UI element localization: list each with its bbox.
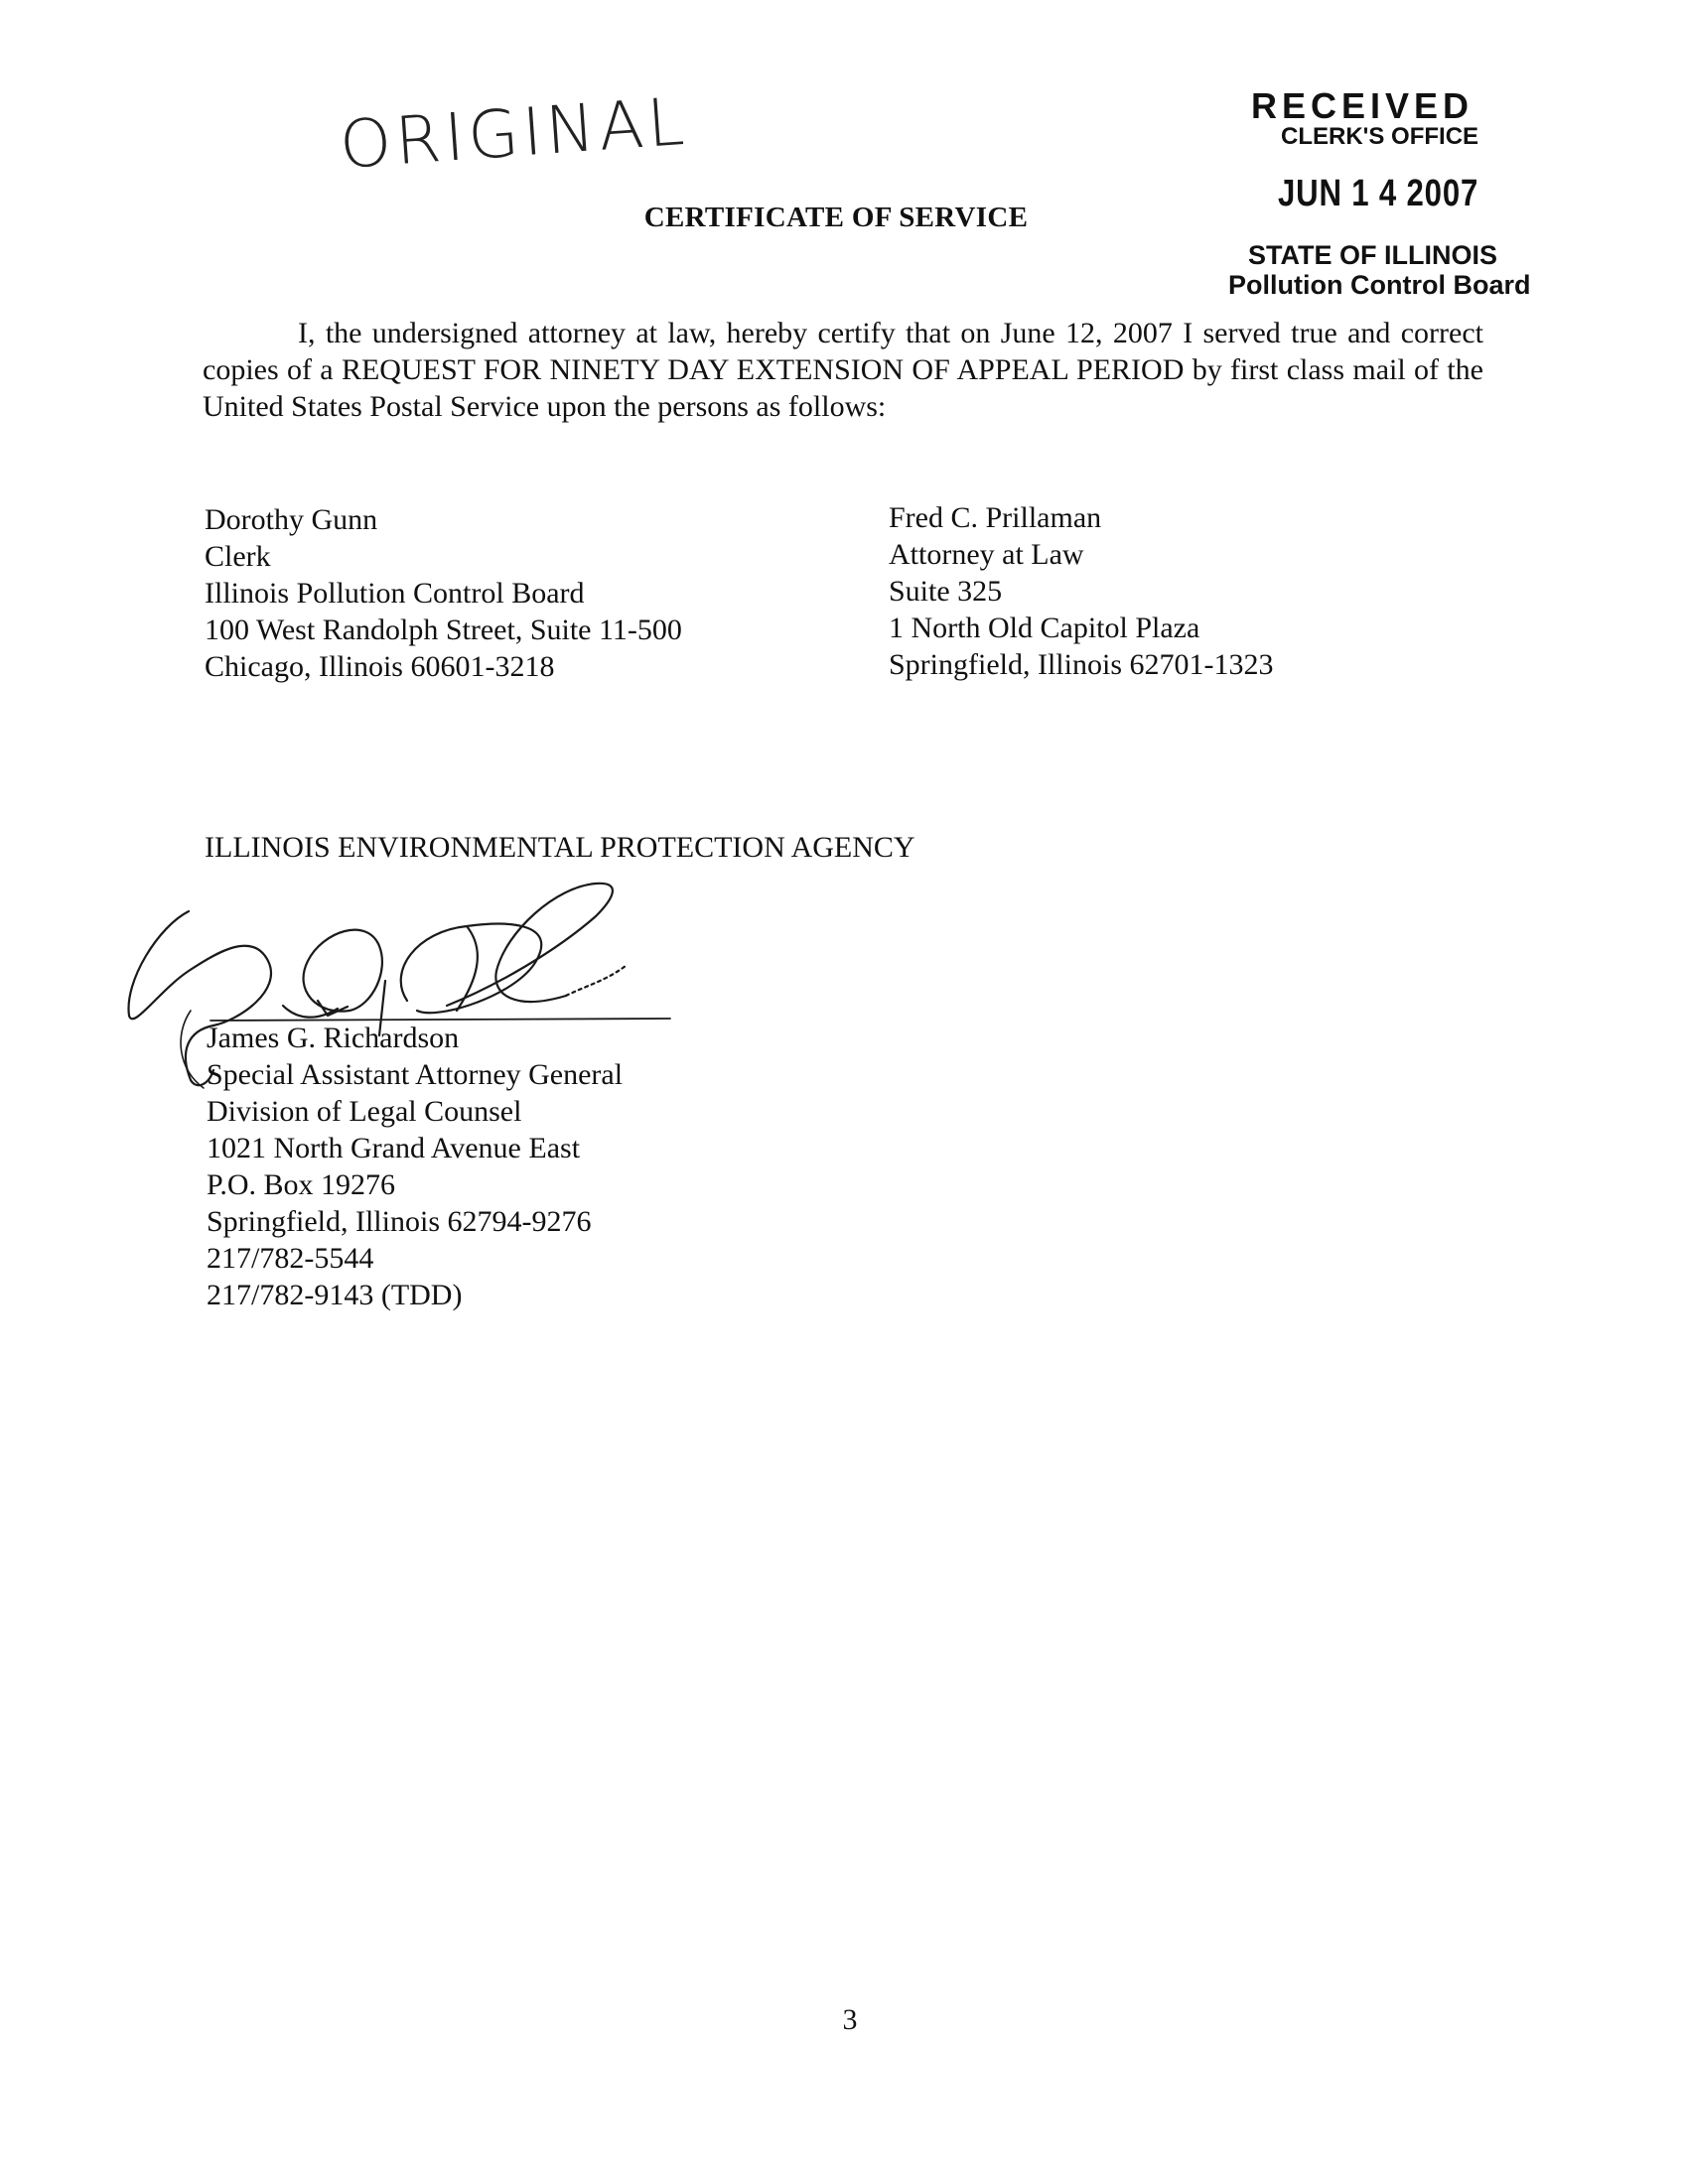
signer-city: Springfield, Illinois 62794-9276: [207, 1205, 592, 1238]
agency-name: ILLINOIS ENVIRONMENTAL PROTECTION AGENCY: [205, 831, 915, 864]
original-mark: ORIGINAL: [337, 82, 691, 184]
address-line: 100 West Randolph Street, Suite 11-500: [205, 614, 682, 646]
recipient-address-2: [889, 499, 1273, 683]
stamp-received-text: RECEIVED: [1251, 85, 1474, 126]
signer-street: 1021 North Grand Avenue East: [207, 1132, 581, 1164]
signer-po-box: P.O. Box 19276: [207, 1168, 396, 1201]
stamp-state-text: STATE OF ILLINOIS: [1248, 240, 1497, 270]
address-line: Chicago, Illinois 60601-3218: [205, 650, 555, 683]
address-line: Clerk: [205, 540, 271, 573]
address-line: Suite 325: [889, 575, 1003, 608]
document-title: [0, 202, 1684, 234]
page-number-text: 3: [842, 2003, 858, 2036]
address-line: Illinois Pollution Control Board: [205, 577, 585, 610]
stamp-board-text: Pollution Control Board: [1228, 270, 1531, 300]
signer-title: Special Assistant Attorney General: [207, 1058, 624, 1091]
address-line: Springfield, Illinois 62701-1323: [889, 648, 1274, 681]
document-title-text: CERTIFICATE OF SERVICE: [643, 202, 1029, 233]
certification-paragraph: I, the undersigned attorney at law, hereby certify that on June 12, 2007 I served true and correct copies of a REQUEST FOR NINETY DAY EXTENSION OF APPEAL PERIOD by first class mail of the United States Postal Service upon the persons as follows:: [203, 317, 1483, 423]
address-line: Fred C. Prillaman: [889, 501, 1102, 534]
signer-phone: 217/782-5544: [207, 1242, 374, 1275]
page-number: [0, 2003, 1684, 2037]
stamp-office-text: CLERK'S OFFICE: [1281, 123, 1479, 150]
signer-name: James G. Richardson: [207, 1022, 460, 1054]
signer-division: Division of Legal Counsel: [207, 1095, 522, 1128]
stamp-date: JUN 1 4 2007: [1278, 173, 1479, 214]
address-line: Dorothy Gunn: [205, 503, 378, 536]
address-line: Attorney at Law: [889, 538, 1084, 571]
address-line: 1 North Old Capitol Plaza: [889, 612, 1200, 644]
signature-block: [207, 1020, 623, 1313]
signer-tdd: 217/782-9143 (TDD): [207, 1279, 463, 1311]
recipient-address-1: [205, 501, 682, 685]
